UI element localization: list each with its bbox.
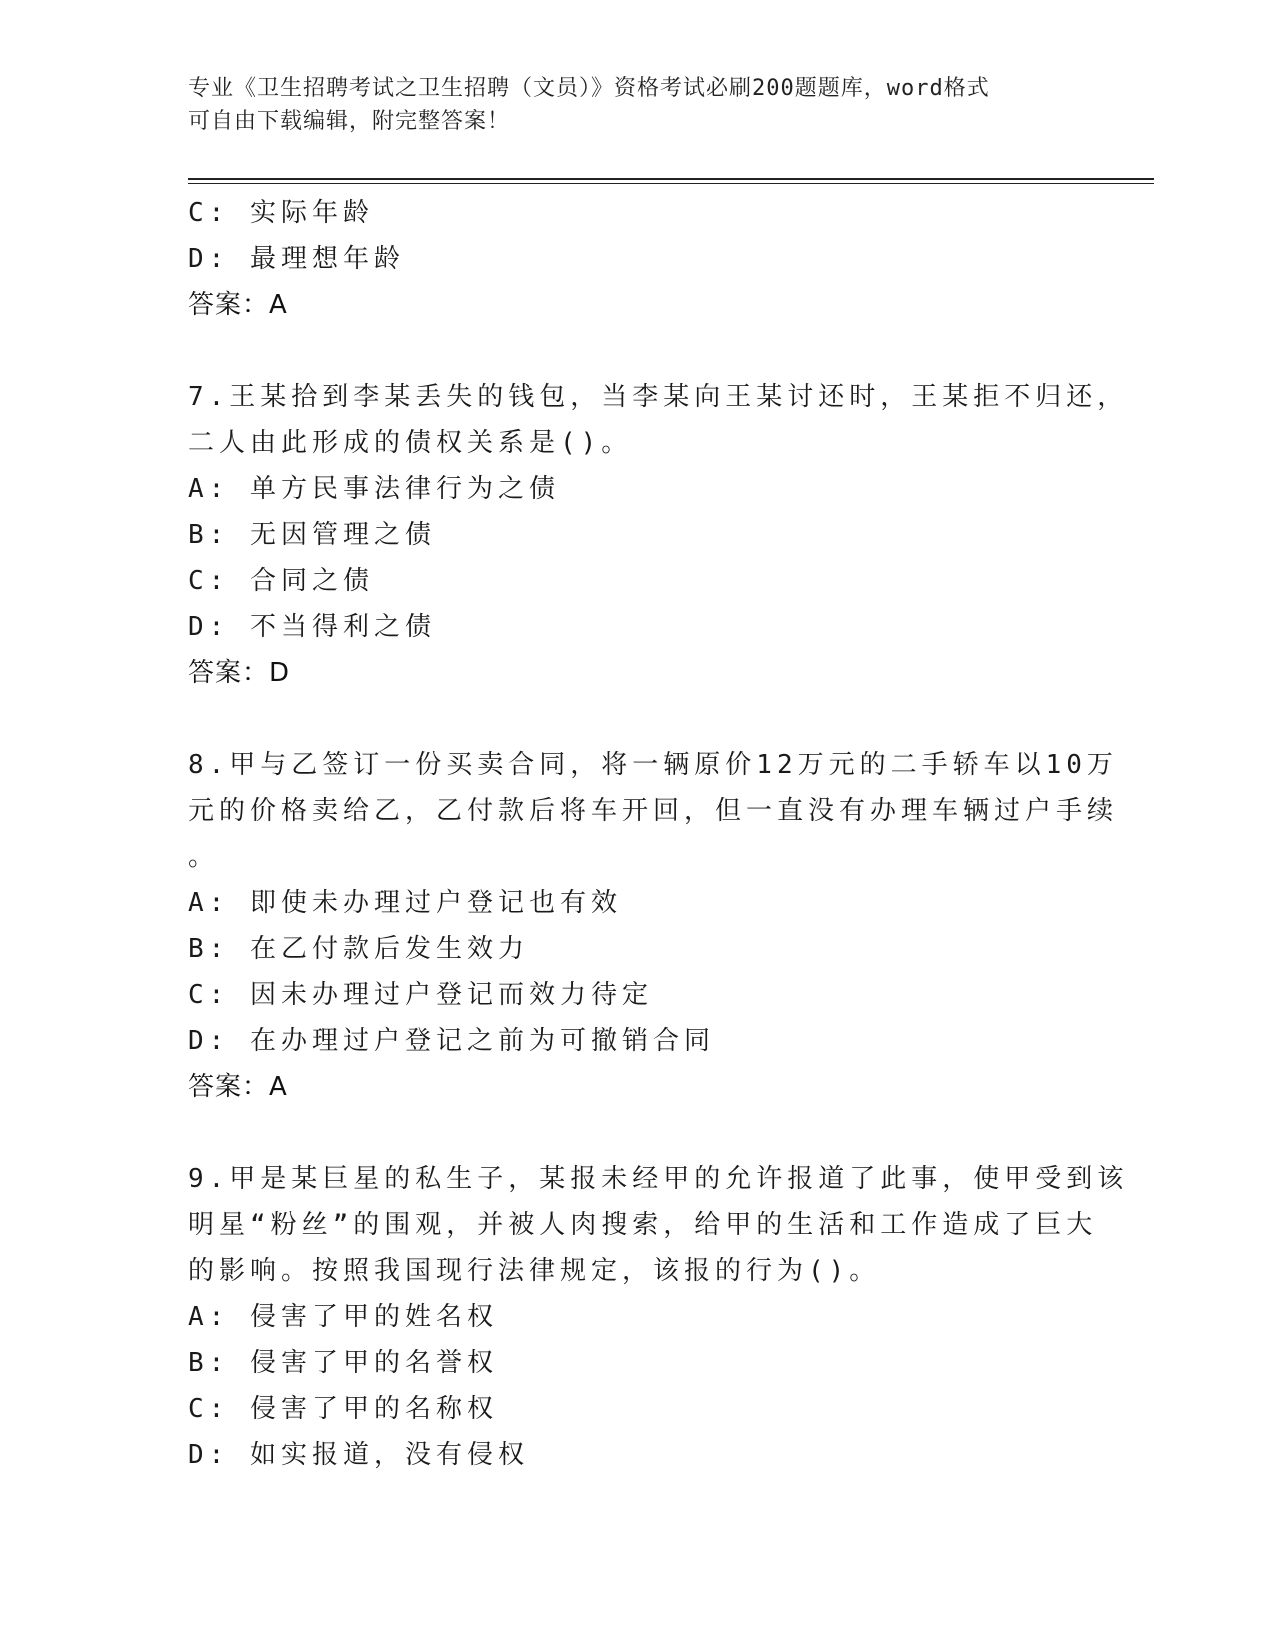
option-b: B: 无因管理之债 xyxy=(188,520,436,550)
question-7 xyxy=(188,374,1129,696)
page-header xyxy=(188,72,1068,138)
header-line-2: 可自由下载编辑，附完整答案！ xyxy=(188,109,511,134)
header-rule-thick xyxy=(188,178,1154,180)
option-d: D: 不当得利之债 xyxy=(188,612,436,642)
question-9 xyxy=(188,1156,1129,1478)
question-text-line: 7.王某拾到李某丢失的钱包，当李某向王某讨还时，王某拒不归还， xyxy=(188,382,1129,412)
answer-line: 答案：D xyxy=(188,658,291,688)
question-text-line: 的影响。按照我国现行法律规定，该报的行为()。 xyxy=(188,1256,881,1286)
option-a: A: 单方民事法律行为之债 xyxy=(188,474,560,504)
answer-line: 答案：A xyxy=(188,1072,288,1102)
header-line-1: 专业《卫生招聘考试之卫生招聘（文员）》资格考试必刷200题题库，word格式 xyxy=(188,76,990,101)
option-b: B: 侵害了甲的名誉权 xyxy=(188,1348,498,1378)
option-a: A: 即使未办理过户登记也有效 xyxy=(188,888,622,918)
header-rule-thin xyxy=(188,183,1154,184)
answer-line: 答案：A xyxy=(188,290,288,320)
question-text-line: 。 xyxy=(188,842,220,872)
question-8 xyxy=(188,742,1119,1110)
option-c: C: 因未办理过户登记而效力待定 xyxy=(188,980,653,1010)
question-text-line: 9.甲是某巨星的私生子，某报未经甲的允许报道了此事，使甲受到该 xyxy=(188,1164,1129,1194)
spacer xyxy=(188,1110,1068,1156)
option-d: D: 在办理过户登记之前为可撤销合同 xyxy=(188,1026,715,1056)
option-d: D: 如实报道，没有侵权 xyxy=(188,1440,529,1470)
question-content xyxy=(188,190,1129,1478)
option-c: C: 实际年龄 xyxy=(188,198,374,228)
spacer xyxy=(188,696,1068,742)
option-d: D: 最理想年龄 xyxy=(188,244,405,274)
spacer xyxy=(188,328,1068,374)
question-6-continuation xyxy=(188,190,1068,328)
question-text-line: 元的价格卖给乙，乙付款后将车开回，但一直没有办理车辆过户手续 xyxy=(188,796,1119,826)
question-text-line: 8.甲与乙签订一份买卖合同，将一辆原价12万元的二手轿车以10万 xyxy=(188,750,1118,780)
option-c: C: 侵害了甲的名称权 xyxy=(188,1394,498,1424)
option-a: A: 侵害了甲的姓名权 xyxy=(188,1302,498,1332)
question-text-line: 明星“粉丝”的围观，并被人肉搜索，给甲的生活和工作造成了巨大 xyxy=(188,1210,1098,1240)
option-c: C: 合同之债 xyxy=(188,566,374,596)
option-b: B: 在乙付款后发生效力 xyxy=(188,934,529,964)
question-text-line: 二人由此形成的债权关系是()。 xyxy=(188,428,633,458)
